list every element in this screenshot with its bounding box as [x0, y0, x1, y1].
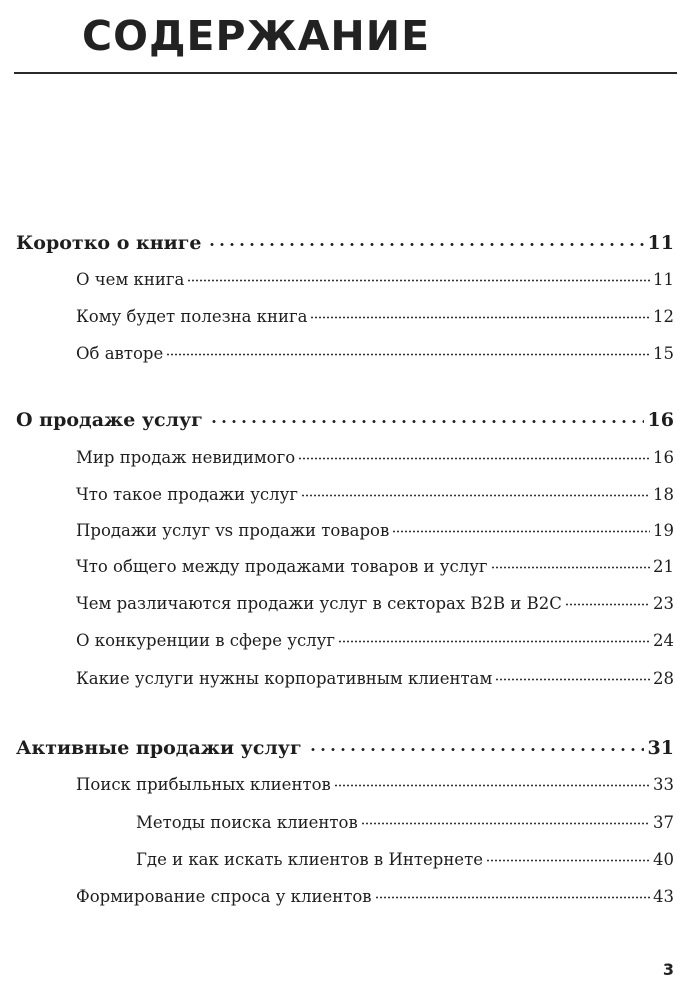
toc-entry-title: Поиск прибыльных клиентов — [76, 775, 331, 794]
toc-section-entry[interactable] — [76, 521, 674, 555]
dot-leader — [338, 640, 650, 643]
toc-entry-title: О продаже услуг — [16, 409, 203, 431]
dot-leader — [491, 566, 650, 569]
toc-entry-page: 31 — [647, 737, 674, 759]
toc-entry-page: 11 — [647, 232, 674, 254]
toc-entry-title: Коротко о книге — [16, 232, 202, 254]
toc-entry-title: Какие услуги нужны корпоративным клиентам — [76, 669, 493, 688]
toc-entry-title: Где и как искать клиентов в Интернете — [136, 850, 483, 869]
toc-entry-title: Что такое продажи услуг — [76, 485, 298, 504]
toc-chapter-entry[interactable] — [16, 409, 674, 443]
toc-entry-title: О чем книга — [76, 270, 185, 289]
dot-leader — [486, 859, 650, 862]
toc-entry-page: 18 — [653, 485, 674, 504]
dot-leader — [310, 316, 650, 319]
toc-section-entry[interactable] — [76, 669, 674, 703]
dot-leader — [334, 784, 650, 787]
toc-entry-title: Мир продаж невидимого — [76, 448, 296, 467]
toc-section-entry[interactable] — [76, 270, 674, 304]
toc-entry-title: Активные продажи услуг — [16, 737, 302, 759]
toc-section-entry[interactable] — [76, 557, 674, 591]
dot-leader — [361, 822, 650, 825]
toc-entry-page: 16 — [647, 409, 674, 431]
dot-leader — [565, 603, 650, 606]
toc-entry-page: 11 — [653, 270, 674, 289]
toc-entry-page: 40 — [653, 850, 674, 869]
dot-leader — [392, 530, 650, 533]
toc-entry-page: 21 — [653, 557, 674, 576]
page-title: СОДЕРЖАНИЕ — [82, 12, 431, 60]
toc-chapter-entry[interactable] — [16, 737, 674, 771]
toc-section-entry[interactable] — [76, 631, 674, 665]
toc-entry-page: 23 — [653, 594, 674, 613]
toc-entry-page: 15 — [653, 344, 674, 363]
toc-chapter-entry[interactable] — [16, 232, 674, 266]
page-number: 3 — [662, 960, 674, 979]
dot-leader — [298, 457, 650, 460]
toc-section-entry[interactable] — [76, 594, 674, 628]
toc-entry-title: О конкуренции в сфере услуг — [76, 631, 336, 650]
dot-leader — [301, 494, 650, 497]
toc-entry-page: 33 — [653, 775, 674, 794]
toc-entry-page: 28 — [653, 669, 674, 688]
dot-leader — [207, 243, 643, 246]
dot-leader — [209, 420, 644, 423]
toc-section-entry[interactable] — [76, 344, 674, 378]
toc-section-entry[interactable] — [76, 485, 674, 519]
toc-entry-title: Методы поиска клиентов — [136, 813, 358, 832]
dot-leader — [166, 353, 650, 356]
dot-leader — [187, 279, 650, 282]
toc-entry-page: 12 — [653, 307, 674, 326]
dot-leader — [495, 678, 650, 681]
toc-section-entry[interactable] — [76, 448, 674, 482]
toc-entry-title: Кому будет полезна книга — [76, 307, 308, 326]
toc-entry-page: 24 — [653, 631, 674, 650]
toc-section-entry[interactable] — [76, 887, 674, 921]
toc-subsection-entry[interactable] — [136, 850, 674, 884]
toc-entry-title: Чем различаются продажи услуг в секторах B2B и B2C — [76, 594, 562, 613]
toc-entry-page: 43 — [653, 887, 674, 906]
dot-leader — [375, 896, 650, 899]
toc-entry-title: Об авторе — [76, 344, 164, 363]
toc-entry-title: Формирование спроса у клиентов — [76, 887, 372, 906]
toc-entry-title: Продажи услуг vs продажи товаров — [76, 521, 390, 540]
toc-entry-page: 19 — [653, 521, 674, 540]
dot-leader — [308, 748, 644, 751]
toc-entry-page: 37 — [653, 813, 674, 832]
toc-subsection-entry[interactable] — [136, 813, 674, 847]
toc-section-entry[interactable] — [76, 307, 674, 341]
toc-entry-title: Что общего между продажами товаров и услуг — [76, 557, 488, 576]
toc-entry-page: 16 — [653, 448, 674, 467]
toc-section-entry[interactable] — [76, 775, 674, 809]
